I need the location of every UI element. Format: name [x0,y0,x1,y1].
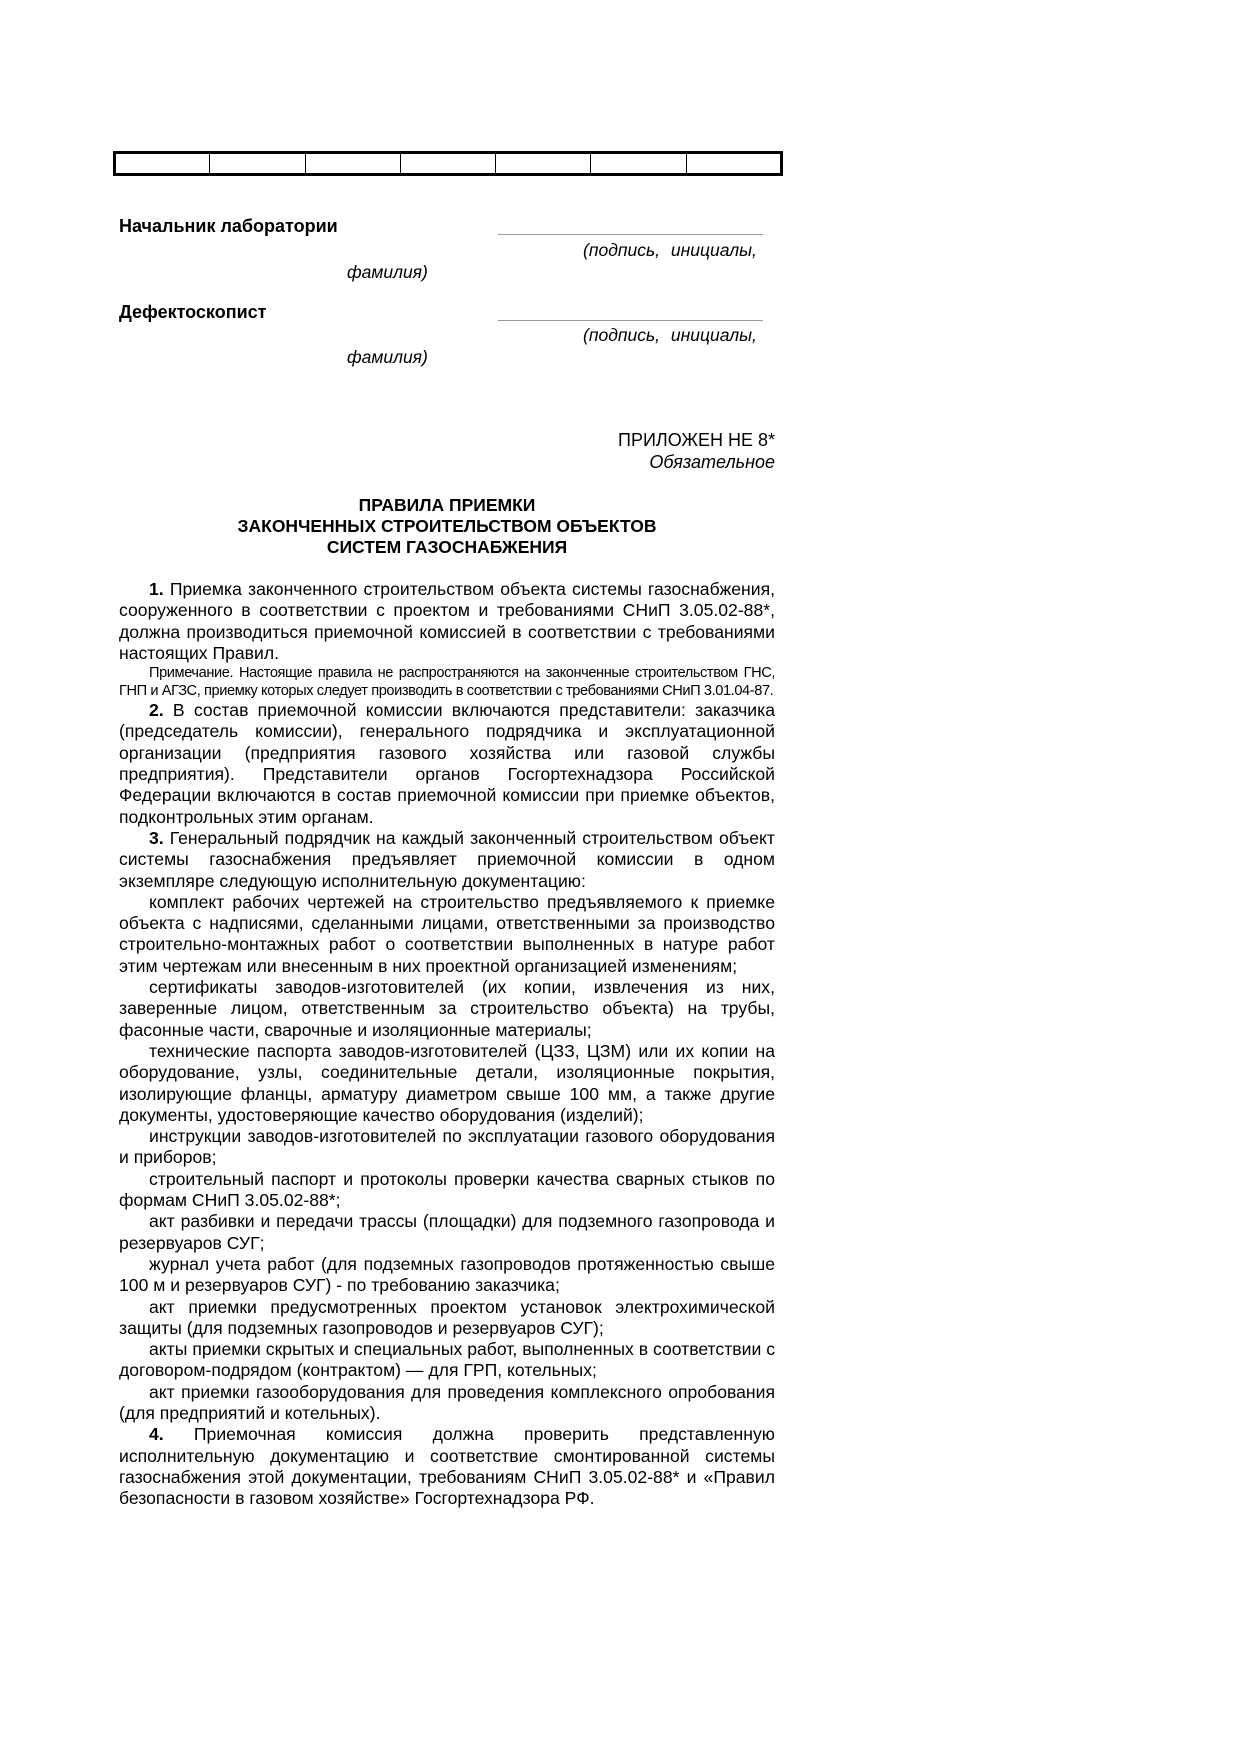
table-cell [115,153,210,175]
list-item: инструкции заводов-изготовителей по эксплуатации газового оборудования и приборов; [119,1126,775,1168]
list-item: акты приемки скрытых и специальных работ, выполненных в соответствии с договором-подрядом (контрактом) — для ГРП, котельных; [119,1339,775,1381]
paragraph-number: 3. [149,827,164,848]
signature-title-inspector: Дефектоскопист [119,302,267,322]
paragraph-text: Приемочная комиссия должна проверить представленную исполнительную документацию и соответствие смонтированной системы газоснабжения этой документации, требованиям СНиП 3.05.02-88* и «Правил безопасности в газовом хозяйстве» Госгортехнадзора РФ. [119,1424,775,1509]
appendix-status: Обязательное [649,452,775,472]
signature-hint-cont: фамилия) [347,347,428,367]
note-paragraph: Примечание. Настоящие правила не распространяются на законченные строительством ГНС, ГНП и АГЗС, приемку которых следует производить в соответствии с требованиями СНиП 3.01.04-87. [119,665,775,700]
list-item: акт разбивки и передачи трассы (площадки) для подземного газопровода и резервуаров СУГ; [119,1211,775,1253]
signature-hint: (подпись, инициалы, [583,325,757,345]
empty-table [113,151,783,176]
paragraph-number: 2. [149,700,164,721]
paragraph-1 [119,579,775,664]
paragraph-text: Генеральный подрядчик на каждый законченный строительством объект системы газоснабжения предъявляет приемочной комиссии в одном экземпляре следующую исполнительную документацию: [119,827,775,891]
table-cell [305,153,400,175]
paragraph-number: 1. [149,579,164,599]
table-cell [496,153,591,175]
list-item: сертификаты заводов-изготовителей (их копии, извлечения из них, заверенные лицом, ответственным за строительство объекта) на трубы, фасонные части, сварочные и изоляционные материалы; [119,977,775,1040]
list-item: акт приемки предусмотренных проектом установок электрохимической защиты (для подземных газопроводов и резервуаров СУГ); [119,1296,775,1338]
list-item: технические паспорта заводов-изготовителей (ЦЗЗ, ЦЗМ) или их копии на оборудование, узлы, соединительные детали, изоляционные покрытия, изолирующие фланцы, арматуру диаметром свыше 100 мм, а также другие документы, удостоверяющие качество оборудования (изделий); [119,1040,775,1125]
appendix-label: ПРИЛОЖЕН НЕ 8* [618,430,775,450]
table-cell [400,153,495,175]
list-item: акт приемки газооборудования для проведения комплексного опробования (для предприятий и котельных). [119,1381,775,1423]
paragraph-text: В состав приемочной комиссии включаются представители: заказчика (председатель комиссии), генерального подрядчика и эксплуатационной организации (предприятия газового хозяйства или газовой службы предприятия). Представители органов Госгортехнадзора Российской Федерации включаются в состав приемочной комиссии при приемке объектов, подконтрольных этим органам. [119,700,775,827]
paragraph-4 [119,1424,775,1509]
table-cell [686,153,781,175]
heading-line: ПРАВИЛА ПРИЕМКИ [358,495,536,515]
table-cell [210,153,305,175]
signature-hint-cont: фамилия) [347,262,428,282]
paragraph-number: 4. [149,1424,164,1445]
list-item: строительный паспорт и протоколы проверки качества сварных стыков по формам СНиП 3.05.02-88*; [119,1168,775,1211]
list-item: журнал учета работ (для подземных газопроводов протяженностью свыше 100 м и резервуаров СУГ) - по требованию заказчика; [119,1253,775,1296]
signature-hint: (подпись, инициалы, [583,240,757,260]
table-cell [591,153,686,175]
paragraph-2 [119,700,775,828]
document-body [119,579,775,1509]
table-row [115,153,782,175]
paragraph-3 [119,828,775,892]
paragraph-text: Приемка законченного строительством объекта системы газоснабжения, сооруженного в соответствии с проектом и требованиями СНиП 3.05.02-88*, должна производиться приемочной комиссией в соответствии с требованиями настоящих Правил. [119,579,775,663]
list-item: комплект рабочих чертежей на строительство предъявляемого к приемке объекта с надписями, сделанными лицами, ответственными за производство строительно-монтажных работ о соответствии выполненных в натуре работ этим чертежам или внесенным в них проектной организацией изменениям; [119,891,775,976]
signature-line [498,218,763,235]
signature-line [498,304,763,321]
heading-line: ЗАКОНЧЕННЫХ СТРОИТЕЛЬСТВОМ ОБЪЕКТОВ [237,516,657,536]
heading-line: СИСТЕМ ГАЗОСНАБЖЕНИЯ [326,537,568,557]
section-heading [119,495,775,558]
signature-title-lab-head: Начальник лаборатории [119,216,338,236]
